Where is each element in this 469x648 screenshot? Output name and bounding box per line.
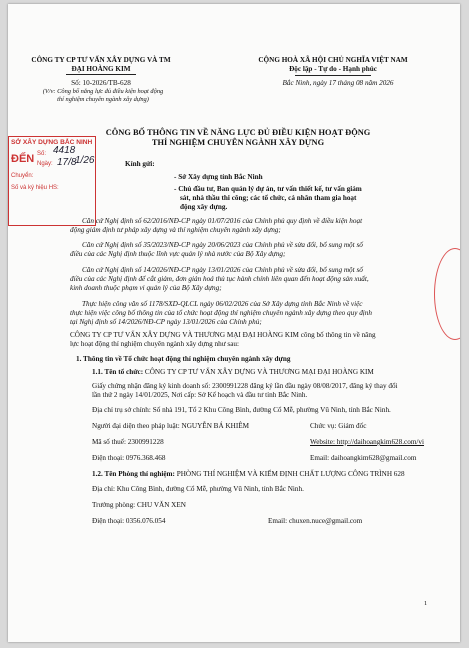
nation-motto: Độc lập - Tự do - Hạnh phúc bbox=[289, 65, 377, 73]
stamp-org: SỞ XÂY DỰNG BẮC NINH bbox=[11, 139, 93, 146]
company-underline bbox=[66, 74, 136, 75]
hq-address: Địa chỉ trụ sở chính: Số nhà 191, Tổ 2 Khu Công Bình, đường Cổ Mễ, phường Vũ Ninh, tỉnh Bắc Ninh. bbox=[92, 406, 391, 414]
basis-1a: Căn cứ Nghị định số 62/2016/NĐ-CP ngày 01/07/2016 của Chính phủ quy định về điều kiện hoạt bbox=[82, 217, 363, 225]
company-phone: Điện thoại: 0976.368.468 bbox=[92, 454, 166, 462]
stamp-handwritten-day: 17/8 bbox=[57, 157, 77, 168]
org-name-row bbox=[92, 368, 452, 377]
stamp-chuyen: Chuyển: bbox=[11, 173, 34, 179]
basis-2a: Căn cứ Nghị định số 35/2023/NĐ-CP ngày 20/06/2023 của Chính phủ về sửa đổi, bổ sung một số bbox=[82, 241, 363, 249]
company-name-line2: ĐẠI HOÀNG KIM bbox=[71, 65, 131, 73]
org-name-value: CÔNG TY CP TƯ VẤN XÂY DỰNG VÀ THƯƠNG MẠI ĐẠI HOÀNG KIM bbox=[144, 368, 374, 376]
license-line1: Giấy chứng nhận đăng ký kinh doanh số: 2300991228 đăng ký lần đầu ngày 08/08/2017, đăng ký thay đổi bbox=[92, 382, 398, 390]
page-number: 1 bbox=[424, 600, 428, 607]
lab-address: Địa chỉ: Khu Công Bình, đường Cổ Mễ, phường Vũ Ninh, tỉnh Bắc Ninh. bbox=[92, 485, 304, 493]
legal-rep: Người đại diện theo pháp luật: NGUYỄN BÁ KHIÊM bbox=[92, 422, 250, 430]
lab-name-row bbox=[92, 470, 452, 479]
basis-2b: điều của các Nghị định thuộc lĩnh vực quản lý nhà nước của Bộ Xây dựng; bbox=[70, 250, 286, 258]
lab-head: Trưởng phòng: CHU VĂN XEN bbox=[92, 501, 186, 509]
basis-4b: thực hiện việc công bố thông tin của tổ chức hoạt động thí nghiệm chuyên ngành xây dựng theo quy định bbox=[70, 309, 372, 317]
stamp-ngay: Ngày: bbox=[37, 161, 53, 167]
nation-title: CỘNG HOÀ XÃ HỘI CHỦ NGHĨA VIỆT NAM bbox=[258, 56, 408, 64]
stamp-handwritten-day2: 1/26 bbox=[75, 155, 95, 166]
recipient-2b: sát, nhà thầu thi công; các tổ chức, cá nhân tham gia hoạt bbox=[180, 194, 357, 202]
company-name-line1: CÔNG TY CP TƯ VẤN XÂY DỰNG VÀ TM bbox=[31, 56, 171, 64]
stamp-hoso: Số và ký hiệu HS: bbox=[11, 185, 59, 191]
lab-email: Email: chuxen.nuce@gmail.com bbox=[268, 517, 363, 525]
document-page bbox=[8, 4, 460, 642]
recipients-label: Kính gửi: bbox=[125, 160, 155, 168]
lab-name-value: PHÒNG THÍ NGHIỆM VÀ KIỂM ĐỊNH CHẤT LƯỢNG CÔNG TRÌNH 628 bbox=[176, 470, 405, 478]
intro-line1: CÔNG TY CP TƯ VẤN XÂY DỰNG VÀ THƯƠNG MẠI ĐẠI HOÀNG KIM công bố thông tin về năng bbox=[70, 331, 376, 339]
basis-3c: kinh doanh thuộc phạm vi quản lý của Bộ Xây dựng; bbox=[70, 284, 222, 292]
license-line2: lần thứ 2 ngày 14/01/2025, Nơi cấp: Sở Kế hoạch và đầu tư tỉnh Bắc Ninh. bbox=[92, 391, 308, 399]
basis-4a: Thực hiện công văn số 1178/SXD-QLCL ngày 06/02/2026 của Sở Xây dựng tỉnh Bắc Ninh về việc bbox=[82, 300, 363, 308]
doc-title-line2: THÍ NGHIỆM CHUYÊN NGÀNH XÂY DỰNG bbox=[151, 138, 325, 147]
company-website-link[interactable]: Website: http://daihoangkim628.com/vi bbox=[310, 438, 425, 446]
recipient-2a: - Chủ đầu tư, Ban quản lý dự án, tư vấn thiết kế, tư vấn giám bbox=[174, 185, 362, 193]
incoming-stamp bbox=[8, 136, 96, 226]
place-date: Bắc Ninh, ngày 17 tháng 08 năm 2026 bbox=[282, 79, 394, 87]
intro-line2: lực hoạt động thí nghiệm chuyên ngành xây dựng như sau: bbox=[70, 340, 239, 348]
basis-3a: Căn cứ Nghị định số 14/2026/NĐ-CP ngày 13/01/2026 của Chính phủ về sửa đổi, bổ sung một số bbox=[82, 266, 363, 274]
lab-phone: Điện thoại: 0356.076.054 bbox=[92, 517, 166, 525]
subject-line2: thí nghiệm chuyên ngành xây dựng) bbox=[57, 96, 149, 103]
tax-code: Mã số thuế: 2300991228 bbox=[92, 438, 164, 446]
basis-4c: tại Nghị định số 14/2026/NĐ-CP ngày 13/01/2026 của Chính phủ; bbox=[70, 318, 262, 326]
recipient-2c: động xây dựng. bbox=[180, 203, 228, 211]
stamp-handwritten-number: 4418 bbox=[53, 145, 76, 156]
recipient-1: - Sở Xây dựng tỉnh Bắc Ninh bbox=[174, 173, 263, 181]
section1-heading: 1. Thông tin về Tổ chức hoạt động thí nghiệm chuyên ngành xây dựng bbox=[76, 355, 291, 363]
basis-1b: động giám định tư pháp xây dựng và thí nghiệm chuyên ngành xây dựng; bbox=[70, 226, 281, 234]
stamp-so: Số: bbox=[37, 151, 47, 157]
motto-underline bbox=[295, 75, 371, 76]
rep-position: Chức vụ: Giám đốc bbox=[310, 422, 367, 430]
org-name-label: 1.1. Tên tổ chức: bbox=[92, 368, 144, 376]
doc-number: Số: 10-2026/TB-628 bbox=[71, 79, 131, 87]
basis-3b: điều của các Nghị định để cắt giảm, đơn giản hoá thủ tục hành chính liên quan đến hoạt động sản xuất, bbox=[70, 275, 369, 283]
lab-name-label: 1.2. Tên Phòng thí nghiệm: bbox=[92, 470, 175, 478]
stamp-den: ĐẾN bbox=[11, 153, 35, 165]
doc-title-line1: CÔNG BỐ THÔNG TIN VỀ NĂNG LỰC ĐỦ ĐIỀU KIỆN HOẠT ĐỘNG bbox=[105, 128, 371, 137]
subject-line1: (V/v: Công bố năng lực đủ điều kiện hoạt động bbox=[42, 88, 164, 95]
company-email: Email: daihoangkim628@gmail.com bbox=[310, 454, 417, 462]
